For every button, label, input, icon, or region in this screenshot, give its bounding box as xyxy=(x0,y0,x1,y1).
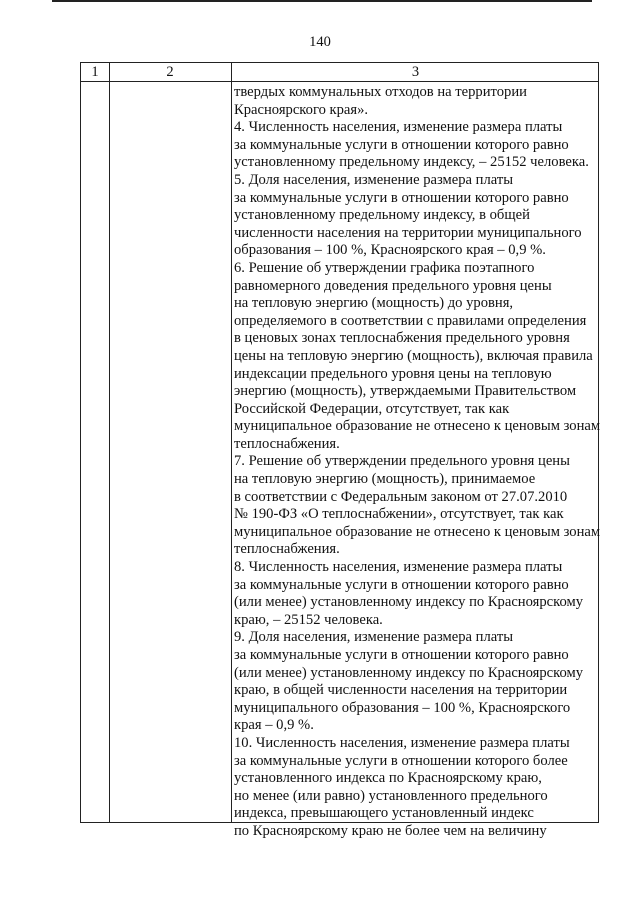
text-line: на тепловую энергию (мощность), принимаемое xyxy=(234,471,536,488)
text-line: 10. Численность населения, изменение размера платы xyxy=(234,734,570,751)
text-line: теплоснабжения. xyxy=(234,541,340,558)
text-line: за коммунальные услуги в отношении которого равно xyxy=(234,647,569,663)
text-line: на тепловую энергию (мощность) до уровня, xyxy=(234,295,514,312)
column-3-text-cell xyxy=(234,84,601,839)
text-line: цены на тепловую энергию (мощность), включая правила xyxy=(234,347,593,364)
header-row-divider xyxy=(81,81,598,82)
text-line: индекса, превышающего установленный индекс xyxy=(234,805,534,822)
text-line: Красноярского края». xyxy=(234,101,369,118)
text-line: образования – 100 %, Красноярского края – 0,9 %. xyxy=(234,242,546,259)
text-line: (или менее) установленному индексу по Красноярскому xyxy=(234,664,584,681)
text-line: за коммунальные услуги в отношении которого равно xyxy=(234,189,569,206)
text-line: установленного индекса по Красноярскому краю, xyxy=(234,770,542,787)
text-line: твердых коммунальных отходов на территории xyxy=(234,84,527,100)
text-line: Российской Федерации, отсутствует, так как xyxy=(234,400,510,417)
text-line: численности населения на территории муниципального xyxy=(234,224,582,241)
text-line: теплоснабжения. xyxy=(234,435,340,452)
page-number: 140 xyxy=(309,34,331,50)
text-line: краю, в общей численности населения на территории xyxy=(234,682,568,699)
text-line: за коммунальные услуги в отношении которого равно xyxy=(234,576,569,593)
text-line: 8. Численность населения, изменение размера платы xyxy=(234,559,563,576)
column-divider-1 xyxy=(109,63,110,822)
text-line: но менее (или равно) установленного предельного xyxy=(234,787,548,804)
text-line: 7. Решение об утверждении предельного уровня цены xyxy=(234,453,570,470)
text-line: муниципального образования – 100 %, Красноярского xyxy=(234,699,571,716)
text-line: по Красноярскому краю не более чем на величину xyxy=(234,822,547,839)
text-line: в ценовых зонах теплоснабжения предельного уровня xyxy=(234,330,570,347)
text-line: за коммунальные услуги в отношении которого более xyxy=(234,752,568,769)
text-line: 5. Доля населения, изменение размера платы xyxy=(234,171,514,188)
column-header-1: 1 xyxy=(91,64,99,80)
text-line: установленному предельному индексу, – 25152 человека. xyxy=(234,154,589,171)
text-line: определяемого в соответствии с правилами определения xyxy=(234,312,587,329)
column-header-3: 3 xyxy=(411,64,420,80)
text-line: индексации предельного уровня цены на тепловую xyxy=(234,365,552,382)
text-line: в соответствии с Федеральным законом от 27.07.2010 xyxy=(234,488,568,505)
text-line: (или менее) установленному индексу по Красноярскому xyxy=(234,594,584,611)
text-line: краю, – 25152 человека. xyxy=(234,611,383,628)
text-line: № 190-ФЗ «О теплоснабжении», отсутствует, так как xyxy=(234,506,564,523)
column-header-2: 2 xyxy=(166,64,174,80)
text-line: равномерного доведения предельного уровня цены xyxy=(234,277,552,294)
text-line: муниципальное образование не отнесено к ценовым зонам xyxy=(234,418,601,435)
text-line: установленному предельному индексу, в общей xyxy=(234,207,530,224)
text-line: 9. Доля населения, изменение размера платы xyxy=(234,629,514,646)
document-table xyxy=(80,62,601,839)
text-line: за коммунальные услуги в отношении которого равно xyxy=(234,136,569,153)
text-line: 6. Решение об утверждении графика поэтапного xyxy=(234,259,535,276)
text-line: энергию (мощность), утверждаемыми Правительством xyxy=(234,383,577,400)
column-divider-2 xyxy=(231,63,232,822)
top-edge-rule xyxy=(52,0,592,2)
text-line: 4. Численность населения, изменение размера платы xyxy=(234,119,563,136)
text-line: муниципальное образование не отнесено к ценовым зонам xyxy=(234,523,601,540)
text-line: края – 0,9 %. xyxy=(234,717,314,734)
